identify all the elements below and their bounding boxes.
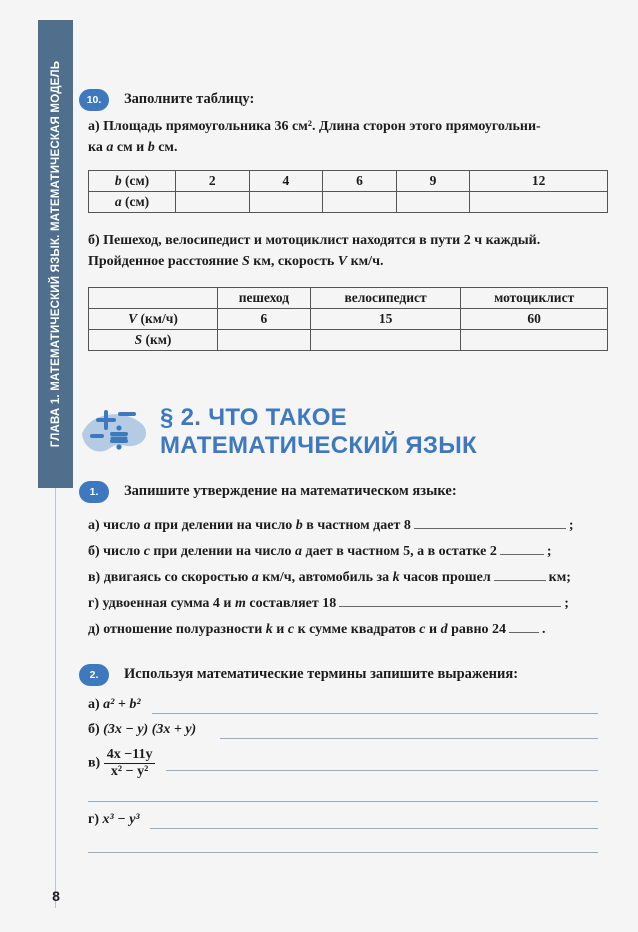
table-row [89,330,608,351]
answer-line[interactable] [88,801,598,802]
math-symbols-icon [76,404,156,460]
answer-cell[interactable] [461,330,608,351]
table-row [89,192,608,213]
table-row [89,309,608,330]
answer-blank[interactable] [414,527,566,529]
margin-rule [55,488,56,908]
task-title: Запишите утверждение на математическом языке: [124,483,457,499]
answer-blank[interactable] [494,579,546,581]
table-cell: 12 [470,171,608,192]
section-title: МАТЕМАТИЧЕСКИЙ ЯЗЫК [160,432,477,459]
task-text: а) Площадь прямоугольника 36 см². Длина сторон этого прямоугольни- [88,119,541,134]
table-row [89,288,608,309]
task-badge: 10. [79,89,109,111]
answer-line[interactable] [150,828,598,829]
answer-line[interactable] [166,770,598,771]
answer-line[interactable] [88,852,598,853]
task-text: ка a см и b см. [88,140,178,155]
row-label: V (км/ч) [89,309,218,330]
column-header: велосипедист [310,288,460,309]
expression-b: б) (3x − y) (3x + y) [88,722,197,737]
statement-d: г) удвоенная сумма 4 и m составляет 18 ; [88,596,569,611]
statement-a: а) число a при делении на число b в частном дает 8 ; [88,518,574,533]
column-header: пешеход [218,288,311,309]
task-badge: 1. [79,481,109,503]
answer-cell[interactable] [396,192,470,213]
row-label: S (км) [89,330,218,351]
answer-blank[interactable] [500,553,544,555]
table-travelers [88,287,608,351]
statement-b: б) число c при делении на число a дает в частном 5, а в остатке 2 ; [88,544,552,559]
answer-blank[interactable] [509,631,539,633]
task-text: б) Пешеход, велосипедист и мотоциклист находятся в пути 2 ч каждый. [88,233,541,248]
table-row [89,171,608,192]
answer-cell[interactable] [176,192,250,213]
table-cell [89,288,218,309]
task-badge: 2. [79,664,109,686]
page-number: 8 [52,888,60,904]
statement-e: д) отношение полуразности k и c к сумме квадратов c и d равно 24 . [88,622,546,637]
task-title: Используя математические термины запишите выражения: [124,666,519,682]
answer-cell[interactable] [310,330,460,351]
statement-c: в) двигаясь со скоростью a км/ч, автомобиль за k часов прошел км; [88,570,571,585]
table-cell: 6 [218,309,311,330]
table-cell: 2 [176,171,250,192]
table-rectangle [88,170,608,213]
answer-cell[interactable] [470,192,608,213]
expression-c: в) $\frac{4x -11y}{\text{x² − y²}}$ [88,747,155,780]
answer-line[interactable] [152,713,598,714]
table-cell: 4 [249,171,323,192]
task-title: Заполните таблицу: [124,91,255,107]
section-title: § 2. ЧТО ТАКОЕ [160,404,347,431]
table-cell: 9 [396,171,470,192]
table-cell: 60 [461,309,608,330]
answer-line[interactable] [220,738,598,739]
answer-cell[interactable] [323,192,397,213]
column-header: мотоциклист [461,288,608,309]
table-cell: 6 [323,171,397,192]
chapter-title: ГЛАВА 1. МАТЕМАТИЧЕСКИЙ ЯЗЫК. МАТЕМАТИЧЕСКАЯ МОДЕЛЬ [50,60,62,448]
expression-d: г) x³ − y³ [88,812,140,827]
answer-blank[interactable] [339,605,561,607]
task-text: Пройденное расстояние S км, скорость V км/ч. [88,254,384,269]
answer-cell[interactable] [218,330,311,351]
row-label: b (см) [89,171,176,192]
row-label: a (см) [89,192,176,213]
answer-cell[interactable] [249,192,323,213]
fraction: $\frac{4x -11y}{\text{x² − y²}}$ [104,747,156,780]
expression-a: а) a² + b² [88,697,141,712]
table-cell: 15 [310,309,460,330]
